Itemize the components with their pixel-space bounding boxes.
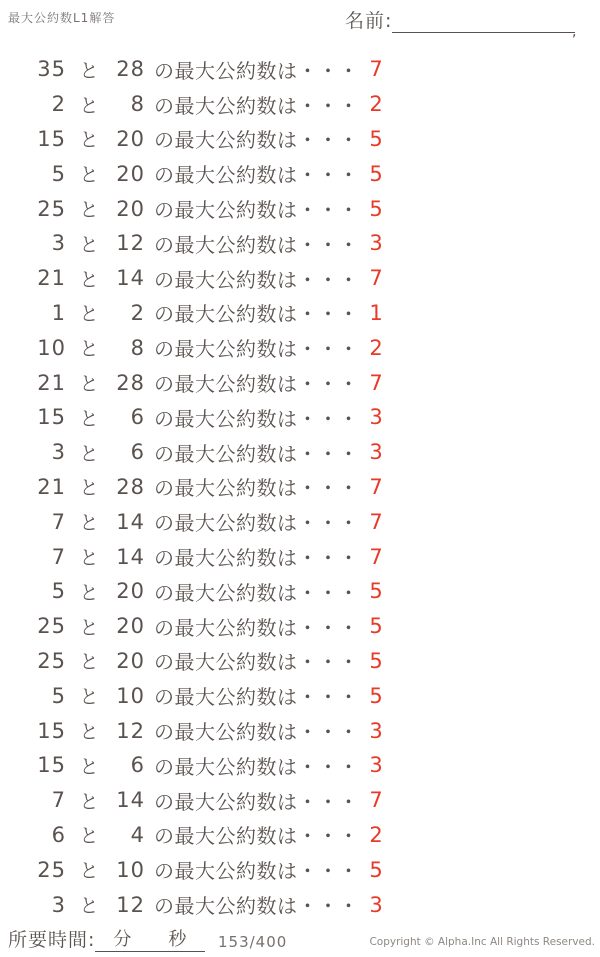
problem-row [0, 504, 600, 539]
problem-row [0, 713, 600, 748]
second-number: 10 [116, 857, 145, 882]
and-particle: と [79, 825, 99, 848]
problem-row [0, 87, 600, 122]
and-particle: と [79, 268, 99, 291]
name-field [345, 6, 578, 40]
problem-row [0, 156, 600, 191]
problem-row [0, 365, 600, 400]
question-text: の最大公約数は・・・ [154, 476, 359, 501]
question-text: の最大公約数は・・・ [154, 163, 359, 188]
first-number: 25 [37, 648, 66, 673]
second-number: 12 [116, 231, 145, 256]
first-number: 25 [37, 196, 66, 221]
and-particle: と [79, 755, 99, 778]
second-number: 14 [116, 266, 145, 291]
second-number: 4 [130, 822, 145, 847]
first-number: 15 [37, 126, 66, 151]
answer-value: 7 [369, 509, 383, 534]
second-number: 20 [116, 648, 145, 673]
and-particle: と [79, 581, 99, 604]
name-label: 名前: [345, 10, 393, 32]
answer-value: 7 [369, 544, 383, 569]
answer-value: 7 [369, 57, 383, 82]
first-number: 3 [51, 440, 66, 465]
question-text: の最大公約数は・・・ [154, 198, 359, 223]
time-input-line[interactable] [95, 927, 205, 952]
name-line-end-tick: , [571, 24, 578, 40]
first-number: 3 [51, 231, 66, 256]
question-text: の最大公約数は・・・ [154, 267, 359, 292]
problem-row [0, 400, 600, 435]
problem-row [0, 435, 600, 470]
question-text: の最大公約数は・・・ [154, 685, 359, 710]
second-number: 8 [130, 92, 145, 117]
and-particle: と [79, 477, 99, 500]
first-number: 15 [37, 753, 66, 778]
first-number: 15 [37, 718, 66, 743]
first-number: 7 [51, 788, 66, 813]
problem-row [0, 296, 600, 331]
answer-value: 5 [369, 126, 383, 151]
problem-row [0, 818, 600, 853]
question-text: の最大公約数は・・・ [154, 372, 359, 397]
answer-value: 5 [369, 614, 383, 639]
answer-value: 3 [369, 718, 383, 743]
question-text: の最大公約数は・・・ [154, 302, 359, 327]
answer-value: 3 [369, 405, 383, 430]
copyright-text: Copyright © Alpha.Inc All Rights Reserved. [369, 936, 595, 948]
first-number: 21 [37, 474, 66, 499]
answer-value: 3 [369, 892, 383, 917]
problem-row [0, 783, 600, 818]
answer-value: 1 [369, 300, 383, 325]
second-number: 28 [116, 370, 145, 395]
question-text: の最大公約数は・・・ [154, 754, 359, 779]
problem-row [0, 852, 600, 887]
problem-row [0, 609, 600, 644]
problem-row [0, 470, 600, 505]
answer-value: 5 [369, 857, 383, 882]
second-number: 20 [116, 126, 145, 151]
and-particle: と [79, 547, 99, 570]
first-number: 7 [51, 509, 66, 534]
second-number: 14 [116, 788, 145, 813]
answer-value: 7 [369, 788, 383, 813]
first-number: 5 [51, 161, 66, 186]
first-number: 25 [37, 857, 66, 882]
and-particle: と [79, 686, 99, 709]
answer-value: 7 [369, 266, 383, 291]
seconds-label: 秒 [168, 929, 188, 950]
second-number: 10 [116, 683, 145, 708]
first-number: 25 [37, 614, 66, 639]
and-particle: と [79, 199, 99, 222]
problem-row [0, 330, 600, 365]
question-text: の最大公約数は・・・ [154, 824, 359, 849]
and-particle: と [79, 129, 99, 152]
page-progress: 153/400 [218, 933, 288, 951]
first-number: 5 [51, 683, 66, 708]
answer-value: 3 [369, 753, 383, 778]
question-text: の最大公約数は・・・ [154, 406, 359, 431]
minutes-label: 分 [113, 929, 133, 950]
second-number: 20 [116, 614, 145, 639]
answer-value: 5 [369, 683, 383, 708]
question-text: の最大公約数は・・・ [154, 546, 359, 571]
second-number: 6 [130, 440, 145, 465]
question-text: の最大公約数は・・・ [154, 650, 359, 675]
and-particle: と [79, 790, 99, 813]
and-particle: と [79, 94, 99, 117]
time-field [8, 925, 205, 952]
and-particle: と [79, 895, 99, 918]
and-particle: と [79, 721, 99, 744]
answer-value: 7 [369, 370, 383, 395]
second-number: 20 [116, 579, 145, 604]
question-text: の最大公約数は・・・ [154, 894, 359, 919]
and-particle: と [79, 651, 99, 674]
and-particle: と [79, 860, 99, 883]
answer-value: 2 [369, 92, 383, 117]
question-text: の最大公約数は・・・ [154, 93, 359, 118]
question-text: の最大公約数は・・・ [154, 859, 359, 884]
problem-row [0, 122, 600, 157]
problem-row [0, 748, 600, 783]
problem-row [0, 226, 600, 261]
second-number: 14 [116, 544, 145, 569]
question-text: の最大公約数は・・・ [154, 511, 359, 536]
question-text: の最大公約数は・・・ [154, 789, 359, 814]
and-particle: と [79, 616, 99, 639]
problem-row [0, 191, 600, 226]
first-number: 6 [51, 822, 66, 847]
and-particle: と [79, 59, 99, 82]
and-particle: と [79, 338, 99, 361]
time-label: 所要時間: [8, 929, 96, 951]
first-number: 5 [51, 579, 66, 604]
answer-value: 5 [369, 648, 383, 673]
question-text: の最大公約数は・・・ [154, 232, 359, 257]
answer-value: 5 [369, 161, 383, 186]
question-text: の最大公約数は・・・ [154, 580, 359, 605]
answer-value: 3 [369, 231, 383, 256]
question-text: の最大公約数は・・・ [154, 337, 359, 362]
problem-row [0, 539, 600, 574]
first-number: 3 [51, 892, 66, 917]
answer-value: 2 [369, 335, 383, 360]
first-number: 10 [37, 335, 66, 360]
answer-value: 2 [369, 822, 383, 847]
first-number: 7 [51, 544, 66, 569]
second-number: 28 [116, 474, 145, 499]
problem-row [0, 574, 600, 609]
and-particle: と [79, 233, 99, 256]
and-particle: と [79, 407, 99, 430]
and-particle: と [79, 442, 99, 465]
first-number: 1 [51, 300, 66, 325]
problem-row [0, 887, 600, 922]
name-input-line[interactable] [392, 11, 578, 40]
question-text: の最大公約数は・・・ [154, 128, 359, 153]
problem-row [0, 52, 600, 87]
first-number: 21 [37, 370, 66, 395]
problem-row [0, 644, 600, 679]
and-particle: と [79, 303, 99, 326]
problem-row [0, 261, 600, 296]
second-number: 6 [130, 753, 145, 778]
question-text: の最大公約数は・・・ [154, 441, 359, 466]
and-particle: と [79, 373, 99, 396]
and-particle: と [79, 512, 99, 535]
answer-value: 5 [369, 196, 383, 221]
first-number: 21 [37, 266, 66, 291]
question-text: の最大公約数は・・・ [154, 720, 359, 745]
answer-value: 3 [369, 440, 383, 465]
answer-value: 5 [369, 579, 383, 604]
second-number: 12 [116, 892, 145, 917]
second-number: 2 [130, 300, 145, 325]
first-number: 15 [37, 405, 66, 430]
first-number: 2 [51, 92, 66, 117]
second-number: 20 [116, 196, 145, 221]
question-text: の最大公約数は・・・ [154, 615, 359, 640]
second-number: 14 [116, 509, 145, 534]
second-number: 8 [130, 335, 145, 360]
second-number: 20 [116, 161, 145, 186]
problem-row [0, 678, 600, 713]
second-number: 12 [116, 718, 145, 743]
answer-value: 7 [369, 474, 383, 499]
and-particle: と [79, 164, 99, 187]
second-number: 28 [116, 57, 145, 82]
question-text: の最大公約数は・・・ [154, 58, 359, 83]
page-title: 最大公約数L1解答 [8, 11, 116, 25]
problem-list [0, 52, 600, 922]
first-number: 35 [37, 57, 66, 82]
second-number: 6 [130, 405, 145, 430]
